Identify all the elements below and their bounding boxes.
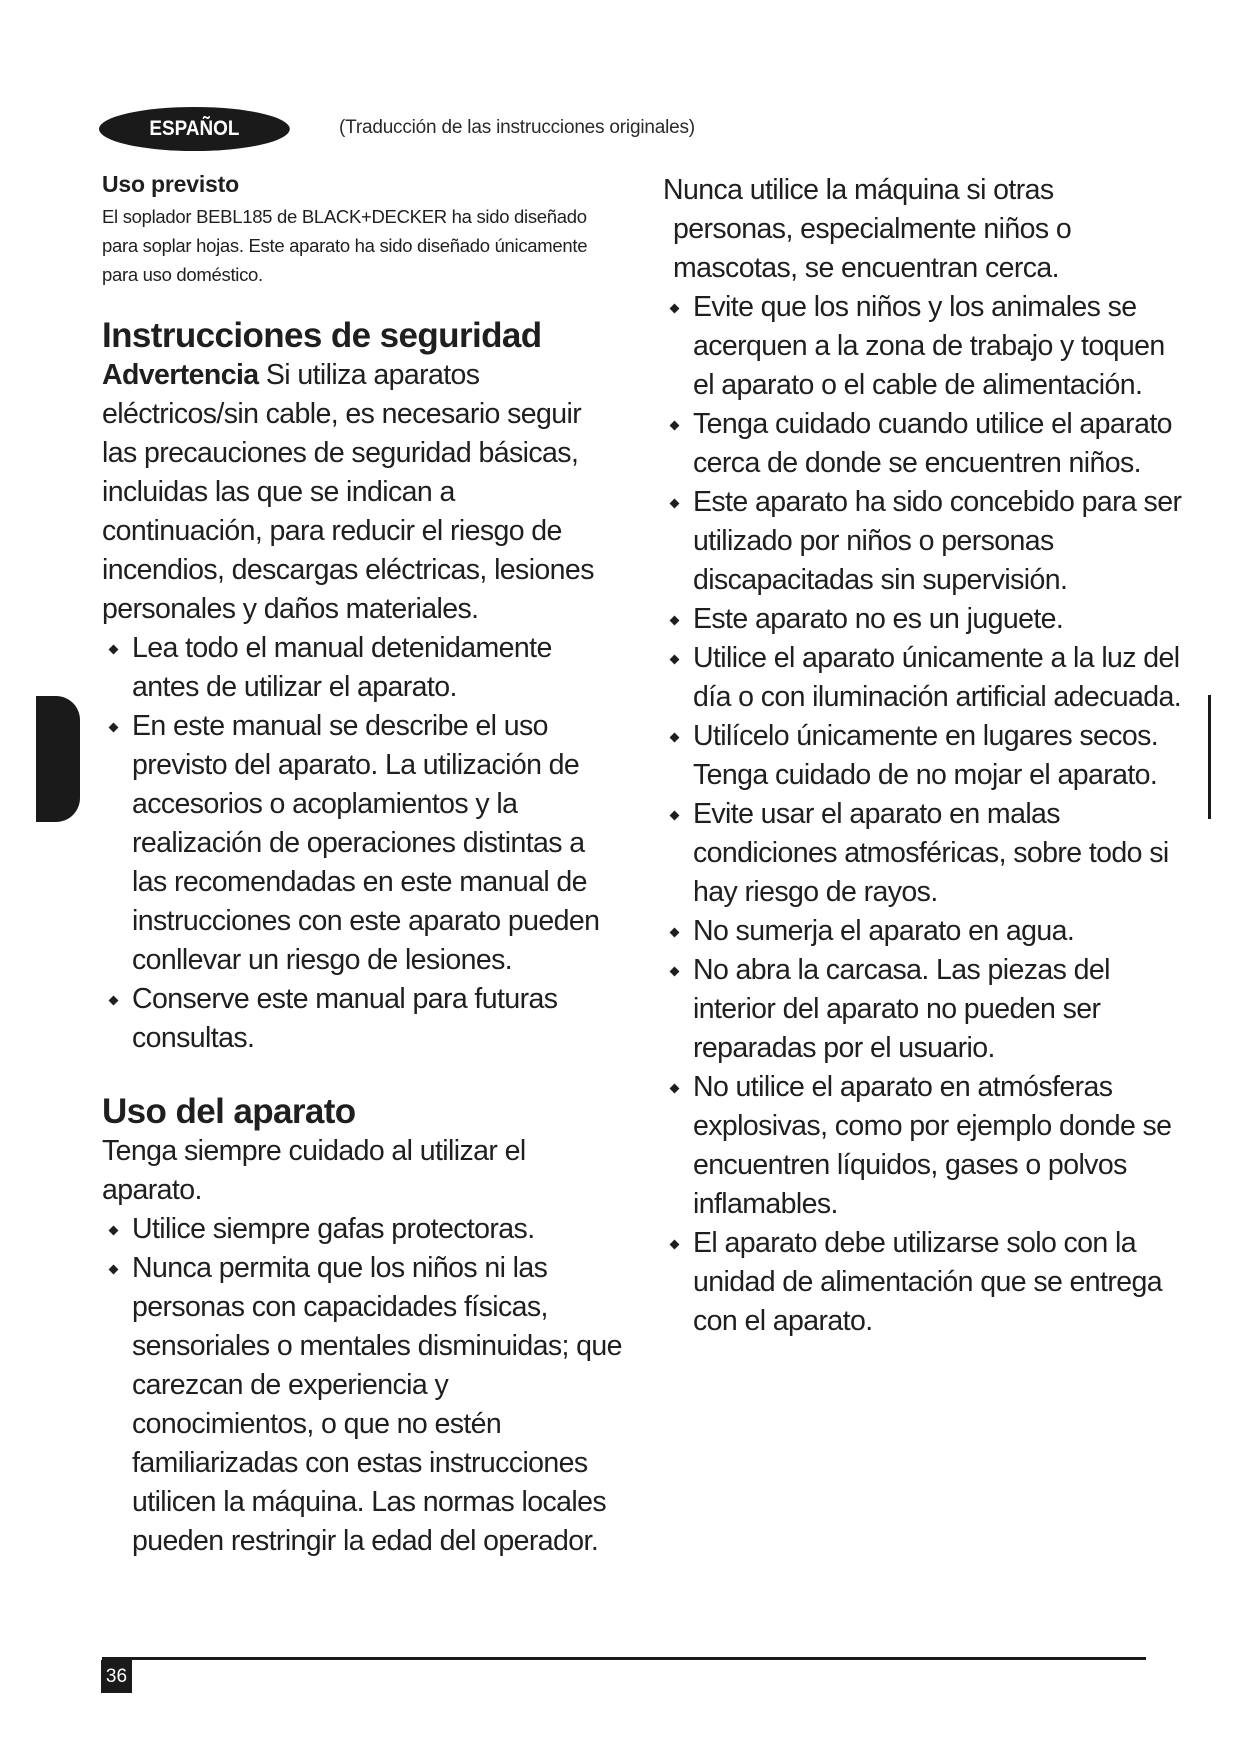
list-item: No sumerja el aparato en agua. [663,912,1183,951]
safety-warning [102,356,622,629]
bullet-diamond-icon [109,1226,119,1236]
bullet-diamond-icon [670,421,680,431]
footer-rule [102,1657,1146,1660]
bullet-diamond-icon [670,811,680,821]
list-item: En este manual se describe el uso previsto del aparato. La utilización de accesorios o acoplamientos y la realización de operaciones distintas a las recomendadas en este manual de instrucciones con este aparato pueden conllevar un riesgo de lesiones. [102,707,622,980]
list-item: No abra la carcasa. Las piezas del interior del aparato no pueden ser reparadas por el usuario. [663,951,1183,1068]
bullet-diamond-icon [109,1265,119,1275]
warning-text: Si utiliza aparatos eléctricos/sin cable, es necesario seguir las precauciones de seguridad básicas, incluidas las que se indican a continuación, para reducir el riesgo de incendios, descargas eléctricas, lesiones personales y daños materiales. [102,359,594,625]
list-item: Utilice el aparato únicamente a la luz del día o con iluminación artificial adecuada. [663,639,1183,717]
list-item: El aparato debe utilizarse solo con la unidad de alimentación que se entrega con el aparato. [663,1224,1183,1341]
right-bullet-list [663,288,1183,1341]
bullet-diamond-icon [670,499,680,509]
bullet-diamond-icon [670,928,680,938]
continued-line-1: Nunca utilice la máquina si otras [663,174,1054,206]
list-item: Este aparato no es un juguete. [663,600,1183,639]
usage-intro: Tenga siempre cuidado al utilizar el aparato. [102,1135,526,1206]
bullet-diamond-icon [109,645,119,655]
page-number: 36 [101,1660,132,1693]
continued-rest: personas, especialmente niños o mascotas, se encuentran cerca. [673,213,1072,284]
list-item: No utilice el aparato en atmósferas explosivas, como por ejemplo donde se encuentren líquidos, gases o polvos inflamables. [663,1068,1183,1224]
list-item: Tenga cuidado cuando utilice el aparato cerca de donde se encuentren niños. [663,405,1183,483]
list-item: Nunca permita que los niños ni las personas con capacidades físicas, sensoriales o mentales disminuidas; que carezcan de experiencia y conocimientos, o que no estén familiarizadas con estas instrucciones utilicen la máquina. Las normas locales pueden restringir la edad del operador. [102,1249,622,1561]
bullet-diamond-icon [109,996,119,1006]
right-column [663,171,1183,1341]
translation-note: (Traducción de las instrucciones originales) [339,117,695,138]
list-item: Utilice siempre gafas protectoras. [102,1210,622,1249]
intended-use-body: El soplador BEBL185 de BLACK+DECKER ha sido diseñado para soplar hojas. Este aparato ha sido diseñado únicamente para uso doméstico. [102,206,588,285]
bullet-diamond-icon [670,1240,680,1250]
safety-bullet-list [102,629,622,1058]
bullet-diamond-icon [670,733,680,743]
list-item: Evite que los niños y los animales se acerquen a la zona de trabajo y toquen el aparato o el cable de alimentación. [663,288,1183,405]
safety-heading: Instrucciones de seguridad [102,316,542,355]
list-item: Evite usar el aparato en malas condiciones atmosféricas, sobre todo si hay riesgo de rayos. [663,795,1183,912]
bullet-diamond-icon [670,655,680,665]
continued-paragraph [663,171,1183,288]
language-badge: ESPAÑOL [99,107,290,151]
usage-bullet-list [102,1210,622,1561]
side-thumb-tab [36,696,80,822]
list-item: Conserve este manual para futuras consultas. [102,980,622,1058]
bullet-diamond-icon [670,616,680,626]
bullet-diamond-icon [670,967,680,977]
bullet-diamond-icon [670,1084,680,1094]
bullet-diamond-icon [670,304,680,314]
left-column [102,171,622,1561]
warning-label: Advertencia [102,359,259,391]
list-item: Este aparato ha sido concebido para ser utilizado por niños o personas discapacitadas sin supervisión. [663,483,1183,600]
list-item: Utilícelo únicamente en lugares secos. Tenga cuidado de no mojar el aparato. [663,717,1183,795]
bullet-diamond-icon [109,723,119,733]
intended-use-heading: Uso previsto [102,171,239,197]
usage-heading: Uso del aparato [102,1092,356,1131]
list-item: Lea todo el manual detenidamente antes de utilizar el aparato. [102,629,622,707]
side-marker-line [1208,695,1211,819]
